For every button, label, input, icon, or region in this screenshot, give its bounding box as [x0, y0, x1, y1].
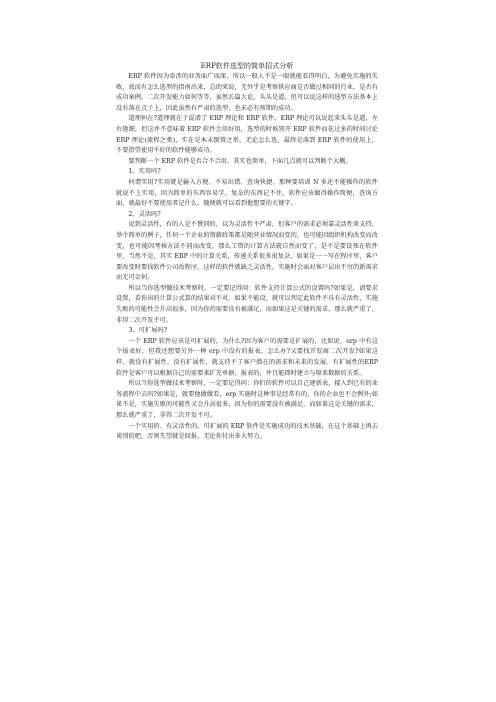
paragraph: 要判断一个 ERP 软件是否合不合用，其实也简单，下面几点就可以判断个大概。 — [128, 157, 352, 165]
paragraph: 一个实用的、有灵活性的、可扩展的 ERP 软件是实施成功的技术基础，在这个基础上再去谈别的吧，否则失望就是回报，无论你付出多大努力。 — [116, 422, 378, 441]
paragraph: 何谓实用?实用就是输入方便、不易出错、查询快捷。那种要培训 N 多还不能操作的软件就说不上实用，因为简单的东西容易学，复杂的东西记不住，软件应该做得操作简便，查询方面，就最好不要使用者记什么，随便就可以看到他想要的关键字。 — [116, 178, 378, 208]
document-title: ERP软件选型的简单招式分析 — [200, 62, 294, 70]
paragraph: 所以当你选型做技术考察时，一定要记得问：软件支持计算公式的设置吗?如果是，请要求设置，看你出的计算公式算的结果对不对。如果不能设，就可以判定此软件不具有灵活性，实施失败的可能性会升高很多，因为你的需要没有被满足，而如果这是关键的需求，那么就严重了，非得二次开发不可。 — [116, 284, 378, 324]
paragraph: ERP 软件因为牵涉的业务面广而深，所以一般人不是一眼就能看得明白，为避免实施的失败，故而有怎么选型的指南出来，总的来说，无外乎是考察供应商是否做过相同的行业，是否有成功案例，二次开发能力如何等等，虽然长篇大论，头头是道，但可以说这样的选型方法基本上没有落在点子上，因此虽然有严肃的选型，也未必有预期的成功。 — [116, 73, 378, 112]
section-heading: 2、灵活吗? — [128, 210, 161, 218]
section-heading: 3、可扩展吗? — [128, 327, 167, 335]
paragraph: 一个 ERP 软件应该是可扩展的，为什么?因为客户的需要是扩展的，比如说，erp 中有这个报表好，但我还想要另外一种 erp 中没有的报表，怎么办?又要找开发商二次开发?如果这样，就没有扩展性，没有扩展性，就支持不了客户潜在的需求和未来的发展。有扩展性的ERP 软件是客户可以根据自己的需要来扩充单据、报表的，并且能即时建立与原来数据的关系。 — [116, 337, 378, 377]
paragraph: 所以当你选型做技术考察时，一定要记得问：你们的软件可以自己建新表，接入到已有的业务流程中去吗?如果是，就要他做做看，erp 实施时这种事是经常有的，你的企业也不会例外;如果不是，实施失败的可能性又会升高很多，因为你的需要没有被满足，而如果这是关键的需求，那么就严重了，非得二次开发不可。 — [116, 380, 378, 419]
document-body — [116, 60, 378, 443]
paragraph: 说到灵活性，有的人是不赞同的，以为灵活性不严肃，但客户的需求必须靠灵活性来支持，举个简单的例子，任何一个企业的资薪政策都是随营业情况而变的，也可能因组织机构改变而改变，也可能因考核方法不同而改变，那么工资的计算方法就自然而变了，是不是要设死在软件里，当然不是，其实 ERP 中的计算关系，传递关系很多很复杂，如果是一一写在程序里，客户要改变时要找软件公司改程序，这样的软件就缺乏灵活性，实施时会面对客户层出不穷的新需求而无可奈何。 — [116, 221, 378, 282]
paragraph: 道理何在?道理就在于混淆了 ERP 理论和 ERP 软件，ERP 理论可以说起来头头是道，左右逢源，但这并不意味着 ERP 软件会用好用，选型的时候别开 ERP 软件而花过多的时间讨论 ERP 理论(流程之类)，实在是本末倒置之举。无论怎么选，最终是落到 ERP 软件的使用上，不要指望使用不好的软件能够成功。 — [116, 115, 378, 155]
section-heading: 1、实用吗? — [128, 168, 161, 176]
